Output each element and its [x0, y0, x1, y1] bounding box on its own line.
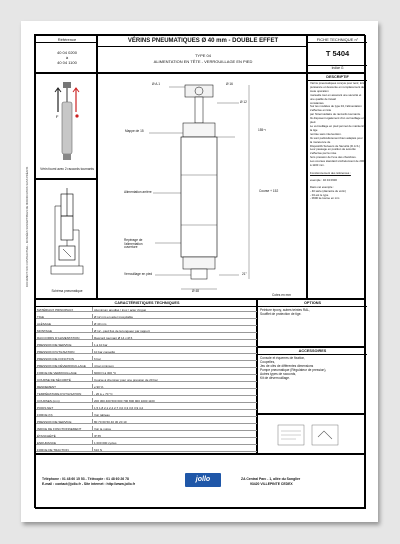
spec-row [36, 426, 258, 431]
reference-to: 40 04 1100 [57, 60, 77, 65]
spec-key: COURSES (mm) [37, 398, 60, 403]
spec-key: PRESSION DE DÉVERROUILLAGE [37, 363, 86, 368]
description-extra: Dans cet exemple : [310, 184, 334, 189]
options-box [257, 299, 366, 347]
label-alimentation: Alimentation arrière [124, 190, 152, 194]
options-title: OPTIONS [303, 301, 322, 305]
spec-key: MATÉRIAUX PRINCIPAUX [37, 307, 74, 312]
svg-text:F: F [56, 114, 59, 119]
company-logo: jollo [185, 473, 221, 487]
spec-row [36, 377, 258, 382]
description-box [307, 73, 366, 299]
accessory-line: Kit de déverrouillage. [260, 376, 290, 380]
description-line: Sur les modèles de type 04, l'alimentation s'effectue en tête [310, 104, 362, 113]
description-text [310, 82, 365, 201]
photo-caption: Vérin fourni avec 2 raccords tournants [40, 167, 94, 171]
sheet-label: FICHE TECHNIQUE n° [316, 37, 359, 42]
spec-key: COURSE DE SÉCURITÉ [37, 377, 71, 382]
scheme-caption: Schéma pneumatique [51, 289, 83, 293]
options-line: Soufflet de protection de tige. [260, 312, 302, 316]
description-extra: Fonctionnement des références : [310, 170, 351, 175]
spec-row [36, 391, 258, 396]
spec-key: INDICE DE FONCTIONNEMENT [37, 426, 82, 431]
spec-value: 6000 N à 300 °C [94, 370, 117, 375]
footer-phone: Téléphone : 01 48 60 15 53 - Télécopie : 01 48 60 26 78 [42, 477, 129, 481]
accessories-box [257, 347, 366, 414]
accessory-line: Console et équerres de fixation, [260, 356, 306, 360]
dim-d2: Ø 16 [226, 82, 233, 86]
description-line: Dispositifs Suiveurs de Sécurité (D.A.S.) [310, 143, 361, 148]
specs-rows [36, 307, 258, 454]
spec-row [36, 398, 258, 403]
spec-value: 80 70 60 50 40 30 20 10 [94, 419, 127, 424]
spec-row [36, 356, 258, 361]
description-extra: - 04 est le type [310, 192, 329, 197]
spec-row [36, 307, 258, 312]
spec-row [36, 342, 258, 347]
spec-key: ÉTANCHÉITÉ [37, 433, 56, 438]
spec-value: 1 000 000 cycles [94, 440, 117, 445]
cylinder-drawing [99, 75, 307, 299]
spec-key: POIDS NET [37, 405, 54, 410]
spec-key: PRESSION DE FONCTION [37, 356, 75, 361]
spec-row [36, 405, 258, 410]
label-mappe: Mappe de 15 [125, 129, 144, 133]
sheet-number: T 5404 [325, 49, 350, 58]
spec-key: PRESSION DE SERVICE [37, 419, 72, 424]
spec-value: Aluminium anodisé / inox / acier zingué [94, 307, 147, 312]
document-type: TYPE 04 [194, 53, 211, 58]
spec-value: ≥ 90 % [94, 384, 104, 389]
spec-value: 1 à 10 bar [94, 342, 108, 347]
spec-key: MONTAGE [37, 328, 52, 333]
description-line: manuelle tout en assurant une sécurité et une qualité de travail [310, 92, 362, 101]
certification-box [257, 414, 366, 454]
spec-key: FORCE (N) [37, 412, 53, 417]
spec-row [36, 412, 258, 417]
spec-value: IP 65 [94, 433, 101, 438]
accessory-line: Autres types de raccords, [260, 372, 297, 376]
spec-row [36, 328, 258, 333]
description-line: puissance et descente en remplacement de toute opération [310, 84, 365, 93]
dim-course: Course + 152 [259, 189, 279, 193]
accessory-line: Jeu de clés de différentes dimensions [260, 364, 314, 368]
accessories-title: ACCESSOIRES [298, 349, 327, 353]
spec-value: Voir tableau [94, 412, 110, 417]
spec-value: 10 bar conseillé [94, 349, 116, 354]
certification-marks [276, 421, 346, 451]
spec-value: 4 bar minimum [94, 363, 114, 368]
reference-separator: à [65, 55, 69, 60]
spec-value: 200 300 400 500 600 700 800 900 1000 1100 [94, 398, 155, 403]
description-line: Vérins pneumatiques conçus pour tenir, lors [310, 81, 365, 85]
description-line: constantes. [310, 100, 325, 105]
spec-key: ENDURANCE [37, 440, 57, 445]
cylinder-photo [37, 78, 97, 168]
spec-key: TIGE [37, 314, 45, 319]
dim-d1: Ø A.1 [152, 82, 160, 86]
specs-table [35, 299, 257, 454]
side-disclaimer: DOCUMENT NON CONTRACTUEL - DONNÉES SUSCEPTIBLES DE MODIFICATION SANS PRÉAVIS [26, 166, 29, 287]
dim-diameter: Ø 48 [192, 289, 199, 293]
pneumatic-scheme-box [35, 179, 97, 299]
spec-value: Course à cheminer pour une pression de 20 bar [94, 377, 158, 382]
specs-title: CARACTÉRISTIQUES TECHNIQUES [114, 301, 180, 305]
document-title: VÉRINS PNEUMATIQUES Ø 40 mm - DOUBLE EFFET [127, 38, 279, 44]
title-box [97, 35, 307, 73]
footer-address-2: 93420 VILLEPINTE CEDEX [250, 482, 293, 486]
spec-row [36, 384, 258, 389]
spec-row [36, 349, 258, 354]
sheet-index: Indice G [331, 66, 344, 70]
dim-angle: 21° [242, 272, 247, 276]
sheet-number-box [307, 35, 366, 73]
spec-key: ALÉSAGE [37, 321, 52, 326]
reference-box [35, 35, 97, 73]
sheet-frame [26, 34, 365, 508]
description-line: Les courses standard s'échelonnent de 200 à 1100 mm. [310, 159, 365, 168]
spec-value: Ø 40 mm [94, 321, 107, 326]
spec-value: Raccord tournant Ø 14 x Ø 6 [94, 335, 133, 340]
spec-value: 1,5 1,8 2,1 2,4 2,7 3,0 3,3 3,6 3,9 4,2 [94, 405, 144, 410]
spec-key: PRESSION D'UTILISATION [37, 349, 75, 354]
spec-key: PRESSION DE SERVICE [37, 342, 72, 347]
spec-value: Ø 12 mm en acier inoxydable [94, 314, 134, 319]
spec-value: 610 N [94, 447, 103, 452]
description-line: hors pression de l'une des chambres. [310, 155, 357, 160]
spec-row [36, 419, 258, 424]
spec-row [36, 370, 258, 375]
description-extra: - 0600 la course en mm [310, 196, 340, 201]
spec-row [36, 335, 258, 340]
footer-address-1: ZA Central Parc - 1, allée du Songlier [241, 477, 301, 481]
spec-row [36, 440, 258, 445]
dim-length: 155⁺² [258, 128, 267, 132]
options-line: Peinture époxy, autres teintes RAL, [260, 308, 310, 312]
spec-key: FORCE DE TRACTION [37, 447, 69, 452]
description-line: Leur passage en position de sécurité s'effectue par la mise [310, 147, 356, 156]
spec-row [36, 314, 258, 319]
spec-value: 6 bar [94, 356, 101, 361]
spec-row [36, 321, 258, 326]
description-line: Ils sont particulièrement bien adaptés pour la manœuvre de [310, 135, 363, 144]
spec-value: - 20 à + 70 °C [94, 391, 113, 396]
label-cotes: Cotes en mm [272, 293, 291, 297]
spec-row [36, 447, 258, 452]
reference-from: 40 04 0200 [56, 50, 78, 55]
spec-key: RACCORDS D'ALIMENTATION [37, 335, 80, 340]
document-subtitle: ALIMENTATION EN TÊTE - VERROUILLAGE EN PIED [153, 59, 253, 64]
label-repere: Repérage de l'alimentation ouverture [124, 238, 143, 250]
accessory-line: Coupelles, [260, 360, 276, 364]
spec-row [36, 433, 258, 438]
spec-key: TEMPÉRATURE D'UTILISATION [37, 391, 82, 396]
description-line: Ils disposent également d'un verrouillage en pied. [310, 116, 365, 125]
description-line: par l'intermédiaire de raccords tournants. [310, 112, 361, 117]
spec-key: RENDEMENT [37, 384, 57, 389]
spec-key: FORCE DE VERROUILLAGE [37, 370, 77, 375]
description-title: DESCRIPTIF [326, 75, 349, 79]
dim-d3: Ø 12 [240, 100, 247, 104]
description-extra: - 40 série (diamètre du vérin) [310, 188, 346, 193]
spec-value: Voir la notice [94, 426, 112, 431]
description-line: rentrée sans intervention. [310, 131, 342, 136]
spec-row [36, 363, 258, 368]
pneumatic-scheme-diagram [37, 186, 97, 286]
footer-email: E-mail : contact@jollo.fr - Site internet : http://www.jollo.fr [42, 482, 136, 486]
description-extra: exemple : 40 04 0600 [310, 177, 337, 182]
technical-drawing [97, 73, 307, 299]
document-sheet [21, 21, 378, 522]
reference-label: Référence [57, 37, 77, 42]
spec-value: Ø 12 - pied fixé de la longueur par rapport [94, 328, 150, 333]
product-photo-box [35, 73, 97, 179]
accessory-line: Pompe pneumatique (Régulateur de pression), [260, 368, 327, 372]
description-line: Le verrouillage en pied permet de maintenir la tige [310, 123, 364, 132]
label-verrouillage: Verrouillage en pied [124, 272, 153, 276]
footer [35, 454, 366, 509]
